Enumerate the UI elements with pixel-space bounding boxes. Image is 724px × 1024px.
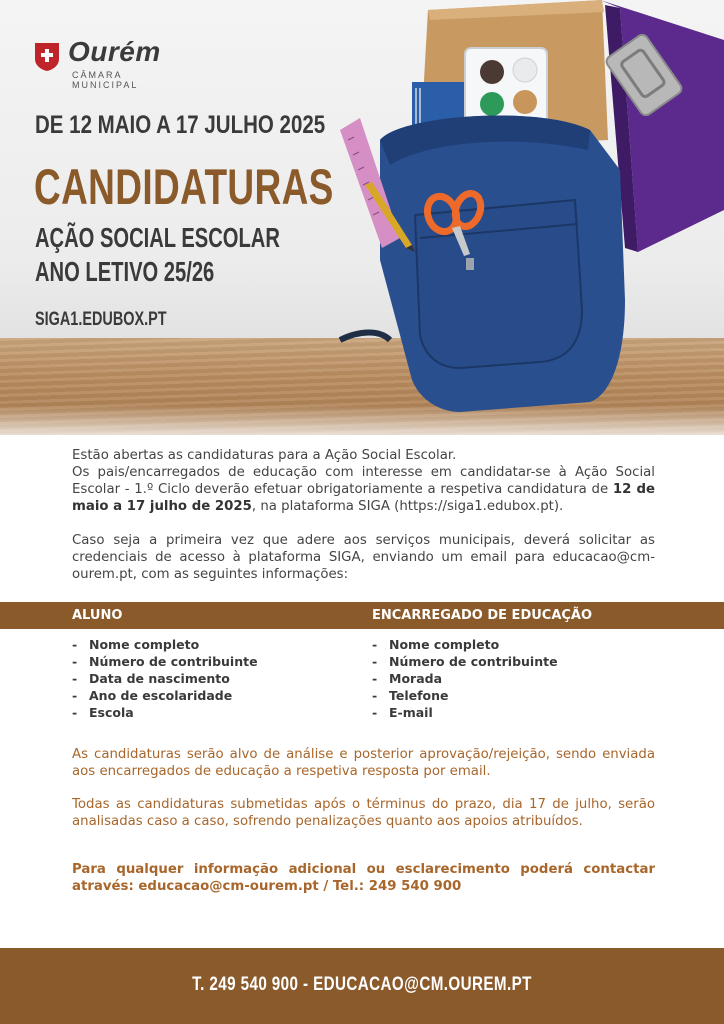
list-item: - Morada bbox=[372, 671, 443, 686]
list-item: - Escola bbox=[72, 705, 134, 720]
list-item: - Ano de escolaridade bbox=[72, 688, 233, 703]
contact-note: Para qualquer informação adicional ou esclarecimento poderá contactar através: educacao@cm-ourem.pt / Tel.: 249 540 900 bbox=[72, 862, 655, 894]
footer-contact: T. 249 540 900 - EDUCACAO@CM.OUREM.PT bbox=[192, 974, 532, 995]
backpack-icon bbox=[340, 116, 625, 412]
columns-header-bar bbox=[0, 602, 724, 629]
page-title: CANDIDATURAS bbox=[34, 159, 334, 215]
coat-of-arms-icon bbox=[34, 42, 60, 72]
hero-banner bbox=[0, 0, 724, 435]
brand-subtitle: CÂMARA MUNICIPAL bbox=[72, 70, 139, 90]
intro-p2-start: Os pais/encarregados de educação com interesse em candidatar-se à Ação Social Escolar - 1.º Ciclo deverão efetuar obrigatoriamente a respetiva candidatura de bbox=[72, 465, 655, 497]
intro-paragraph-3: Caso seja a primeira vez que adere aos serviços municipais, deverá solicitar as credenciais de acesso à plataforma SIGA, enviando um email para educacao@cm-ourem.pt, com as seguintes informações: bbox=[72, 533, 655, 582]
intro-p2-dates: 12 de maio a 17 julho de 2025 bbox=[72, 482, 655, 514]
encarregado-list bbox=[372, 636, 558, 721]
aluno-list bbox=[72, 636, 258, 721]
intro-line-1: Estão abertas as candidaturas para a Ação Social Escolar. bbox=[72, 448, 457, 463]
campaign-dates: DE 12 MAIO A 17 JULHO 2025 bbox=[35, 111, 326, 139]
intro-p2-end: , na plataforma SIGA (https://siga1.edubox.pt). bbox=[251, 499, 564, 514]
late-submission-note: Todas as candidaturas submetidas após o términus do prazo, dia 17 de julho, serão analisadas caso a caso, sofrendo penalizações quanto aos apoios atribuídos. bbox=[72, 797, 655, 829]
backpack-illustration bbox=[320, 0, 724, 430]
footer-bar bbox=[0, 948, 724, 1024]
brand-name: Ourém bbox=[68, 36, 161, 67]
list-item: - Número de contribuinte bbox=[372, 654, 558, 669]
list-item: - Nome completo bbox=[72, 637, 200, 652]
subtitle-line-2: ANO LETIVO 25/26 bbox=[35, 256, 215, 287]
ourem-logo bbox=[34, 36, 184, 90]
list-item: - Data de nascimento bbox=[72, 671, 230, 686]
subtitle-line-1: AÇÃO SOCIAL ESCOLAR bbox=[35, 222, 280, 253]
intro-text bbox=[72, 447, 655, 583]
list-item: - Número de contribuinte bbox=[72, 654, 258, 669]
aluno-header: ALUNO bbox=[72, 608, 123, 623]
list-item: - Nome completo bbox=[372, 637, 500, 652]
platform-site: SIGA1.EDUBOX.PT bbox=[35, 309, 167, 330]
intro-paragraph-2 bbox=[72, 464, 655, 515]
encarregado-header: ENCARREGADO DE EDUCAÇÃO bbox=[372, 608, 593, 623]
review-note: As candidaturas serão alvo de análise e posterior aprovação/rejeição, sendo enviada aos encarregados de educação a respetiva resposta por email. bbox=[72, 747, 655, 779]
list-item: - E-mail bbox=[372, 705, 433, 720]
list-item: - Telefone bbox=[372, 688, 449, 703]
